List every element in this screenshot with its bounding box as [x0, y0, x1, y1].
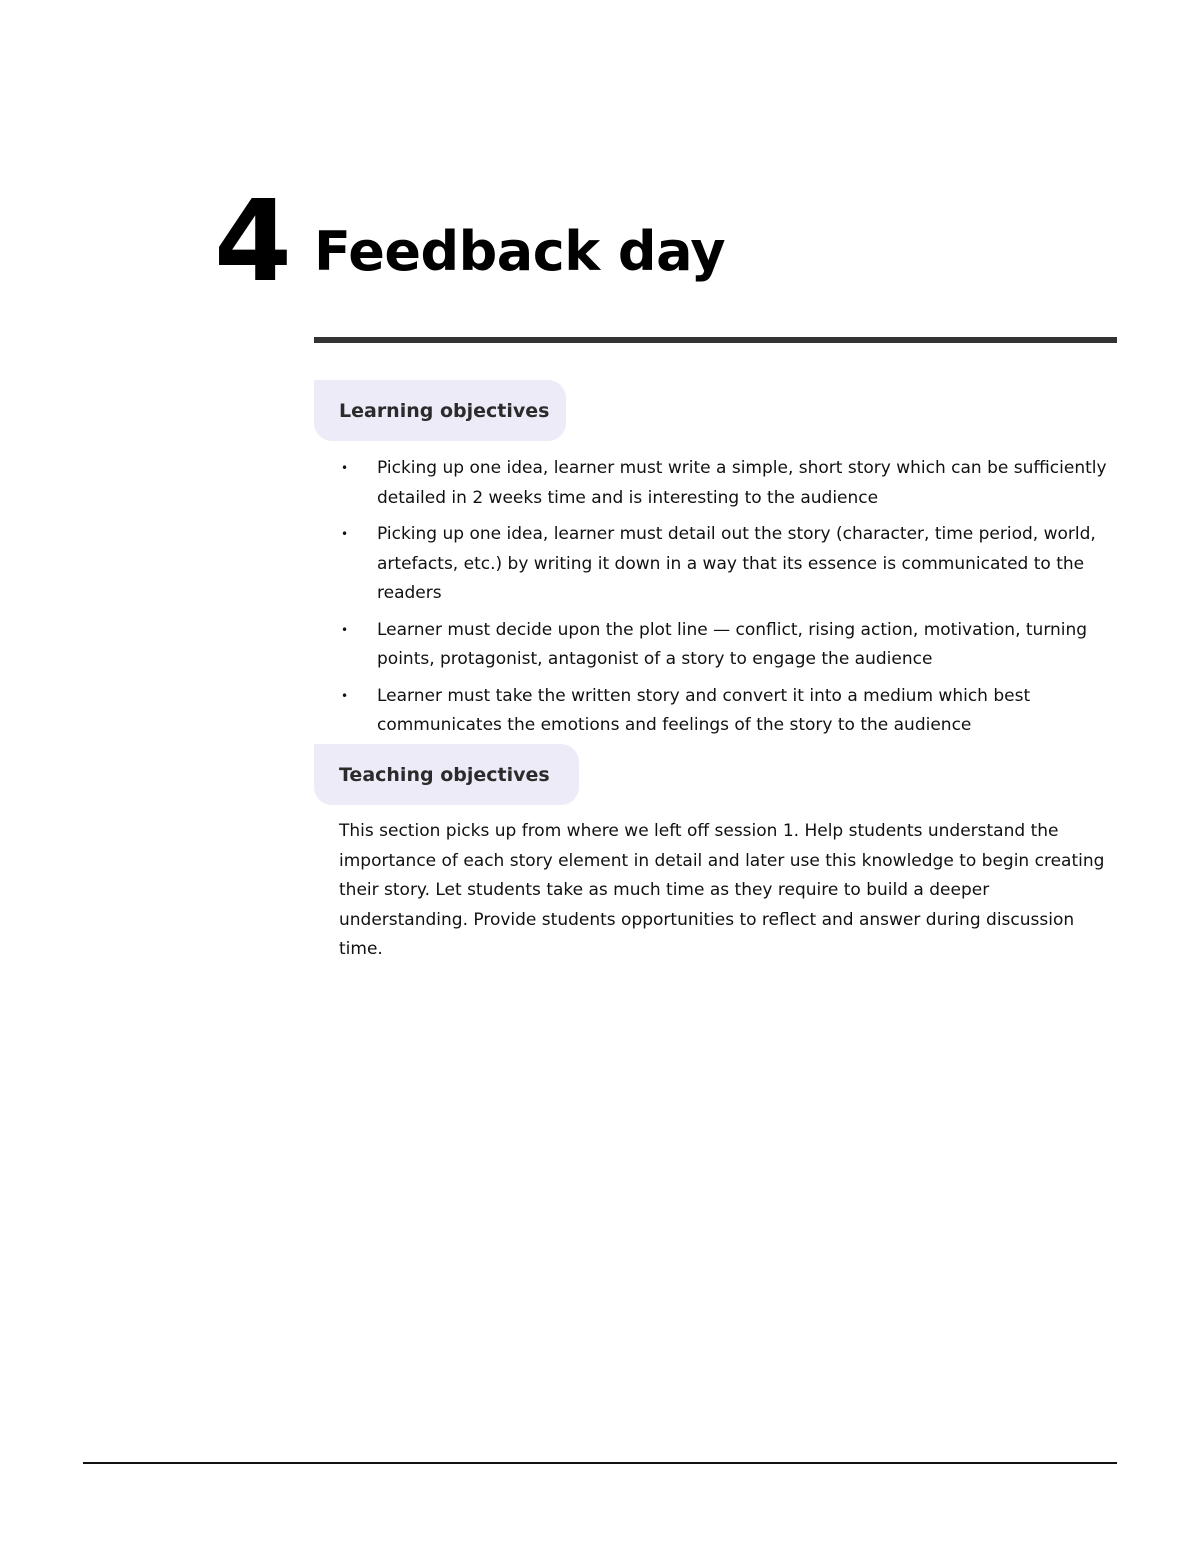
title-divider: [314, 337, 1117, 343]
learning-objectives-list: [339, 454, 1129, 748]
list-item: [339, 454, 1129, 513]
teaching-objectives-body: This section picks up from where we left off session 1. Help students understand the importance of each story element in detail and later use this knowledge to begin creating their story. Let students take as much time as they require to build a deeper understanding. Provide students opportunities to reflect and answer during discussion time.: [339, 821, 1105, 959]
learning-objectives-heading: Learning objectives: [314, 380, 566, 441]
bullet-icon: •: [341, 527, 349, 541]
list-item: [339, 520, 1129, 609]
list-item: [339, 682, 1129, 741]
bullet-icon: •: [341, 461, 349, 475]
bullet-icon: •: [341, 688, 349, 703]
list-item-text: Learner must take the written story and convert it into a medium which best communicates the emotions and feelings of the story to the audience: [377, 685, 1031, 735]
list-item-text: Picking up one idea, learner must write a simple, short story which can be sufficiently detailed in 2 weeks time and is interesting to the audience: [377, 458, 1107, 508]
list-item-text: Learner must decide upon the plot line — conflict, rising action, motivation, turning points, protagonist, antagonist of a story to engage the audience: [377, 619, 1088, 669]
chapter-title: Feedback day: [314, 220, 726, 283]
footer-divider: [83, 1462, 1117, 1464]
list-item: [339, 616, 1129, 675]
list-item-text: Picking up one idea, learner must detail out the story (character, time period, world, artefacts, etc.) by writing it down in a way that its essence is communicated to the readers: [377, 524, 1096, 603]
chapter-number: 4: [214, 177, 290, 307]
teaching-objectives-heading: Teaching objectives: [314, 744, 579, 805]
bullet-icon: •: [341, 622, 349, 637]
